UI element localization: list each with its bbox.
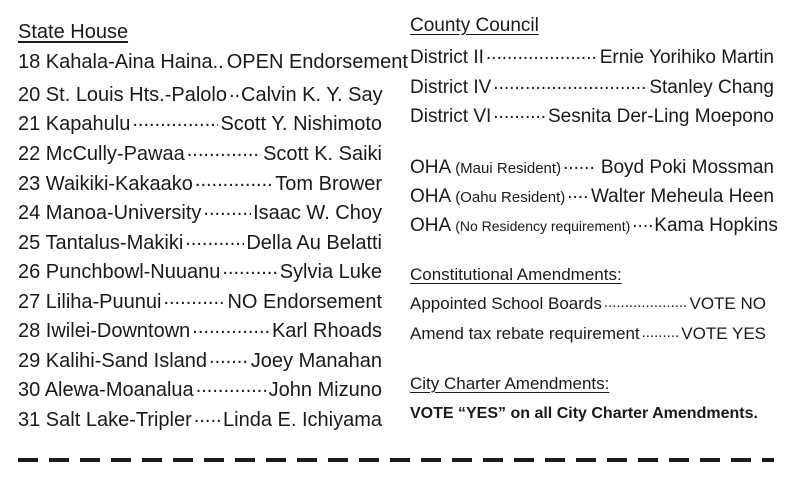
candidate-name: Isaac W. Choy [253, 202, 382, 224]
candidate-name: Boyd Poki Mossman [600, 157, 774, 178]
candidate-name: Ernie Yorihiko Martin [599, 47, 774, 68]
constitutional-amendments-heading: Constitutional Amendments: [410, 265, 622, 284]
amendment-label: Appointed School Boards [410, 294, 602, 313]
state-house-row [18, 81, 382, 107]
leader-dots [192, 317, 270, 337]
state-house-row [18, 199, 382, 225]
state-house-row [18, 347, 382, 373]
candidate-name: OPEN Endorsement [226, 51, 408, 73]
leader-dots [632, 212, 652, 231]
candidate-name: Walter Meheula Heen [590, 186, 774, 207]
leader-dots [195, 170, 273, 190]
oha-row [410, 183, 774, 208]
district-label: 30 Alewa-Moanalua [18, 379, 194, 401]
candidate-name: Joey Manahan [250, 350, 382, 372]
oha-qualifier: (No Residency requirement) [455, 218, 631, 234]
candidate-name: Della Au Belatti [246, 232, 382, 254]
district-label: 20 St. Louis Hts.-Palolo [18, 84, 227, 106]
leader-dots [563, 154, 595, 173]
council-row [410, 74, 774, 99]
district-label: 18 Kahala-Aina Haina.. [18, 51, 224, 73]
city-charter-statement: VOTE “YES” on all City Charter Amendments. [410, 405, 758, 422]
candidate-name: Scott Y. Nishimoto [220, 113, 382, 135]
amendment-row [410, 294, 766, 314]
district-label: 27 Liliha-Puunui [18, 291, 162, 313]
candidate-name: Stanley Chang [649, 77, 774, 98]
candidate-name: Linda E. Ichiyama [223, 409, 382, 431]
vote-recommendation: VOTE NO [689, 294, 766, 313]
leader-dots [604, 294, 688, 309]
leader-dots [187, 140, 261, 160]
candidate-name: NO Endorsement [227, 291, 382, 313]
candidate-name: Tom Brower [275, 173, 382, 195]
state-house-row [18, 317, 382, 343]
leader-dots [493, 74, 647, 93]
district-label: 26 Punchbowl-Nuuanu [18, 261, 221, 283]
state-house-row [18, 110, 382, 136]
leader-dots [222, 258, 277, 278]
state-house-heading: State House [18, 21, 129, 43]
candidate-name: Sesnita Der-Ling Moepono [547, 106, 774, 127]
state-house-row [18, 376, 382, 402]
oha-qualifier: (Maui Resident) [455, 160, 562, 177]
district-label: 23 Waikiki-Kakaako [18, 173, 193, 195]
county-council-heading: County Council [410, 15, 539, 36]
district-label: 21 Kapahulu [18, 113, 131, 135]
candidate-name: Calvin K. Y. Say [241, 84, 383, 106]
candidate-name: Sylvia Luke [279, 261, 382, 283]
leader-dots [642, 324, 680, 339]
district-label: 28 Iwilei-Downtown [18, 320, 191, 342]
district-label: 22 McCully-Pawaa [18, 143, 185, 165]
oha-prefix: OHA [410, 215, 452, 236]
leader-dots [567, 183, 587, 202]
district-label: District VI [410, 106, 492, 127]
oha-row [410, 212, 778, 237]
oha-qualifier: (Oahu Resident) [455, 189, 566, 206]
amendment-label: Amend tax rebate requirement [410, 324, 640, 343]
leader-dots [163, 288, 225, 308]
leader-dots [185, 229, 244, 249]
state-house-row [18, 170, 382, 196]
leader-dots [229, 81, 239, 101]
district-label: 24 Manoa-University [18, 202, 202, 224]
council-row [410, 44, 774, 69]
state-house-row [18, 288, 382, 314]
district-label: 29 Kalihi-Sand Island [18, 350, 208, 372]
amendment-row [410, 324, 766, 344]
city-charter-heading: City Charter Amendments: [410, 374, 610, 393]
state-house-row [18, 229, 382, 255]
state-house-row [18, 406, 382, 432]
leader-dots [132, 110, 218, 130]
leader-dots [196, 376, 267, 396]
leader-dots [209, 347, 249, 367]
leader-dots [203, 199, 251, 219]
oha-prefix: OHA [410, 157, 452, 178]
oha-row [410, 154, 774, 179]
oha-prefix: OHA [410, 186, 452, 207]
candidate-name: Scott K. Saiki [263, 143, 382, 165]
candidate-name: Kama Hopkins [654, 215, 778, 236]
state-house-row [18, 258, 382, 284]
district-label: 31 Salt Lake-Tripler [18, 409, 192, 431]
district-label: District IV [410, 77, 492, 98]
state-house-row [18, 51, 408, 74]
council-row [410, 103, 774, 128]
state-house-row [18, 140, 382, 166]
cut-line-divider [18, 458, 774, 462]
leader-dots [493, 103, 546, 122]
candidate-name: John Mizuno [268, 379, 382, 401]
candidate-name: Karl Rhoads [271, 320, 382, 342]
district-label: District II [410, 47, 484, 68]
district-label: 25 Tantalus-Makiki [18, 232, 184, 254]
leader-dots [486, 44, 598, 63]
vote-recommendation: VOTE YES [681, 324, 766, 343]
leader-dots [194, 406, 221, 426]
